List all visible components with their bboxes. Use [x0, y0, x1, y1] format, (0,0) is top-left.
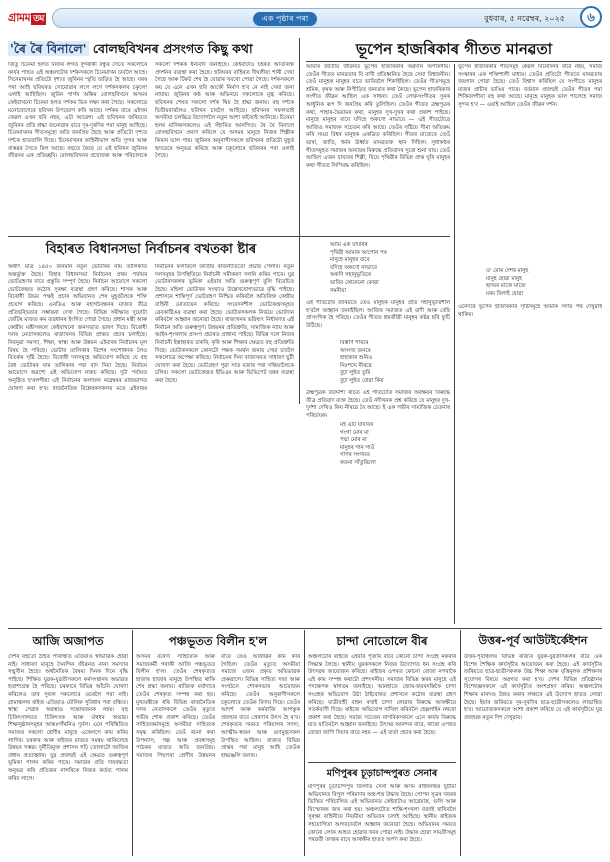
- article-5-body: অসমৰ বৰেণ্য সাহিত্যিক আৰু সমাজকৰ্মী গৰাকী আজি পঞ্চভূতত বিলীন হ'ল। তেওঁৰ শেষকৃত্যত হাজাৰ হাজাৰ মানুহে উপস্থিত থাকি শেষ শ্ৰদ্ধা জনায়। ৰাজ্যিক মৰ্যাদাৰে তেওঁৰ শেষকৃত্য সম্পন্ন কৰা হয়। মুখ্যমন্ত্ৰীকে ধৰি বিভিন্ন ৰাজনৈতিক দলৰ নেতাসকলে তেওঁৰ মৃত্যুত গভীৰ শোক প্ৰকাশ কৰিছে। তেওঁৰ সাহিত্যকৰ্মসমূহে অসমীয়া সাহিত্যক সমৃদ্ধ কৰিছিল। তেওঁ ৰচনা কৰা উপন্যাস, গল্প আৰু প্ৰবন্ধসমূহ পাঠকৰ মাজত অতি জনপ্ৰিয়। সমাজৰ পিছপৰা শ্ৰেণীৰ উন্নয়নৰ বাবে তেওঁ আজীৱন কাম কৰি গৈছিল। তেওঁৰ মৃত্যুত অসমীয়া সমাজে এজন প্ৰকৃত অভিভাৱক হেৰুৱালে। বিভিন্ন সাহিত্য সভা আৰু সংগঠনে শোকসভাৰ আয়োজন কৰিছে। তেওঁৰ অনুৰাগীসকলে চকুলোৰে তেওঁক বিদায় দিয়ে। তেওঁৰ আদৰ্শ আৰু কৰ্মৰাজি আগন্তুক প্ৰজন্মৰ বাবে প্ৰেৰণাৰ উৎস হৈ ৰ'ব। শেষকৃত্যৰ সময়ত পৰিয়ালৰ সদস্য, আত্মীয়-স্বজন আৰু গুণমুগ্ধসকল উপস্থিত আছিল। ৰাজ্যৰ বিভিন্ন প্ৰান্তৰ পৰা মানুহ আহি তেওঁক শ্ৰদ্ধাঞ্জলি জনায়।: [136, 654, 300, 759]
- article-2-body-5: এনেদৰে ভূপেন হাজৰিকাৰ সৃষ্টিসমূহে আমাক সদায় পথ দেখুৱাই থাকিব।: [458, 304, 602, 318]
- section-rule: [308, 762, 456, 763]
- column-divider: [304, 630, 305, 856]
- article-8-body: উত্তৰ-পূৰ্বাঞ্চলৰ বিভিন্ন ৰাজ্যৰ যুৱক-যুৱতীসকলৰ বাবে এক বিশেষ শৈক্ষিক কাৰ্যসূচীৰ আয়োজন কৰা হৈছে। এই কাৰ্যসূচীৰ জৰিয়তে ছাত্ৰ-ছাত্ৰীসকলক উচ্চ শিক্ষা আৰু বৃত্তিমূলক প্ৰশিক্ষণৰ সুযোগৰ বিষয়ে অৱগত কৰা হ'ব। দেশৰ বিভিন্ন প্ৰতিষ্ঠানৰ বিশেষজ্ঞসকলে এই কাৰ্যসূচীত অংশগ্ৰহণ কৰিব। অঞ্চলটোৰ শিক্ষাৰ মানদণ্ড উন্নত কৰাৰ লক্ষ্যৰে এই উদ্যোগ হাতত লোৱা হৈছে। ইয়াৰ জৰিয়তে দূৰ-দূৰণিৰ ছাত্ৰ-ছাত্ৰীসকলেও লাভান্বিত হ'ব। আয়োজকসকলে আশা প্ৰকাশ কৰিছে যে এই কাৰ্যসূচীয়ে যুৱ প্ৰজন্মক নতুন দিশ দেখুৱাব।: [464, 654, 602, 721]
- article-2-poem-3: মই এটি যাযাবৰ গংগা মোৰ মা পদ্মা মোৰ মা মানুহৰ গান গাওঁ সাগৰ সংগমত কতনা সাঁতুৰিলো: [340, 422, 376, 466]
- column-divider: [460, 630, 461, 856]
- article-1-headline-film: 'ৰৈ ৰৈ বিনালে': [10, 41, 87, 56]
- article-8-headline[interactable]: উত্তৰ-পূৰ্ব আউটইৰ্কেইশন: [478, 634, 588, 647]
- logo-text: গ্ৰামম: [8, 11, 31, 24]
- logo-box: তম: [33, 14, 44, 24]
- section-rule: [8, 628, 602, 629]
- article-1-headline-text: বোলছবিখনৰ প্ৰসংগত কিছু কথা: [92, 41, 253, 56]
- section-tag[interactable]: এক পৃষ্ঠাৰ পৰা: [253, 12, 317, 26]
- article-5-headline[interactable]: পঞ্চভূতত বিলীন হ'ল: [168, 634, 268, 648]
- article-1-headline[interactable]: [8, 40, 294, 58]
- column-divider: [299, 38, 300, 404]
- article-3-body: অৰ্থাৎ মাত্ৰ ১৪৫০ জনমান নতুন ভোটাৰৰ নাম তালিকাত অন্তৰ্ভুক্ত হৈছে। বিহাৰ বিধানসভা নিৰ্বাচনৰ প্ৰথম পৰ্যায়ৰ ভোটগ্ৰহণৰ বাবে প্ৰস্তুতি সম্পূৰ্ণ হৈছে। নিৰ্বাচন আয়োগে সকলো ভোটকেন্দ্ৰত কঠোৰ সুৰক্ষা ব্যৱস্থা গ্ৰহণ কৰিছে। শাসক আৰু বিৰোধী উভয় পক্ষই প্ৰচাৰ অভিযানত শেষ মুহূৰ্তলৈকে শক্তি প্ৰয়োগ কৰিছে। এনডিএ আৰু মহাগঠবন্ধনৰ মাজত তীব্ৰ প্ৰতিদ্বন্দ্বিতাৰ সম্ভাৱনা দেখা গৈছে। বিভিন্ন সমীক্ষাত দুয়োটা জোঁটৰ মাজত কম ব্যৱধানৰ ইংগিত পোৱা গৈছে। প্ৰধান মন্ত্ৰী আৰু কেন্দ্ৰীয় মন্ত্ৰীসকলে কেইবাখনো জনসভাত ভাষণ দিছে। বিৰোধী দলৰ নেতাসকলেও ৰাজ্যখনৰ বিভিন্ন প্ৰান্তত প্ৰচাৰ চলাইছে। নিবনুৱা সমস্যা, শিক্ষা, স্বাস্থ্য আৰু উন্নয়ন এইবাৰৰ নিৰ্বাচনৰ মূল বিষয় হৈ পৰিছে। ভোটাৰ তালিকাৰ বিশেষ সংশোধনক লৈও বিতৰ্কৰ সৃষ্টি হৈছে। বিৰোধী দলসমূহে অভিযোগ কৰিছে যে বহু বৈধ ভোটাৰৰ নাম তালিকাৰ পৰা বাদ দিয়া হৈছে। নিৰ্বাচন আয়োগে অৱশ্যে এই অভিযোগ নাকচ কৰিছে। দুটা পৰ্যায়ত অনুষ্ঠিত হ'বলগীয়া এই নিৰ্বাচনৰ ফলাফল নৱেম্বৰৰ মাজভাগত ঘোষণা কৰা হ'ব। ৰাজনৈতিক বিশ্লেষকসকলৰ মতে এইবাৰৰ নিৰ্বাচনৰ ফলাফলে জাতীয় ৰাজনীতিতো প্ৰভাৱ পেলাব। নতুন দলসমূহৰ উপস্থিতিয়ে নিৰ্বাচনী সমীকৰণ সলনি কৰিব পাৰে। যুৱ ভোটাৰসকলৰ ভূমিকা এইবাৰ অতি গুৰুত্বপূৰ্ণ বুলি বিবেচিত হৈছে। মহিলা ভোটাৰৰ সংখ্যাও উল্লেখযোগ্যভাৱে বৃদ্ধি পাইছে। প্ৰশাসনে শান্তিপূৰ্ণ ভোটগ্ৰহণ নিশ্চিত কৰিবলৈ অতিৰিক্ত কেন্দ্ৰীয় বাহিনী মোতায়েন কৰিছে। সংবেদনশীল ভোটকেন্দ্ৰসমূহত ৱেবকাষ্টিঙৰ ব্যৱস্থা কৰা হৈছে। ভোটাৰসকলক নিৰ্ভয়ে ভোটদান কৰিবলৈ আহ্বান জনোৱা হৈছে। ৰাজ্যখনৰ ভৱিষ্যৎ নিৰ্ধাৰণত এই নিৰ্বাচন অতি গুৰুত্বপূৰ্ণ। উন্নয়নৰ প্ৰতিশ্ৰুতি, সামাজিক ন্যায় আৰু আইন-শৃংখলাৰ প্ৰসংগ প্ৰচাৰত প্ৰাধান্য পাইছে। বিভিন্ন দলে নিজৰ নিৰ্বাচনী ইস্তাহাৰত চাকৰি, কৃষি আৰু শিক্ষাৰ ক্ষেত্ৰত বহু প্ৰতিশ্ৰুতি দিছে। ভোটাৰসকলে কোনটো পক্ষক সমৰ্থন জনায় সেয়া চাবলৈ সকলোৱে অপেক্ষা কৰিছে। নিৰ্বাচনৰ দিনা ৰাজ্যখনত সাধাৰণ ছুটী ঘোষণা কৰা হৈছে। ভোটগ্ৰহণ পুৱা সাত বজাৰ পৰা সন্ধিয়ালৈকে চলিব। সকলো ভোটকেন্দ্ৰত ইভিএম আৰু ভিভিপেট যন্ত্ৰৰ ব্যৱস্থা কৰা হৈছে।: [8, 264, 294, 392]
- article-2-body-4: ভূপেন হাজৰিকাৰ গীতসমূহ কেৱল বিনোদনৰ বাবে নহয়, সমাজ সংস্কাৰৰ এক শক্তিশালী মাধ্যম। তেওঁৰ প্ৰতিটো গীততে মানৱতাৰ জয়গান গোৱা হৈছে। তেওঁ বিশ্বাস কৰিছিল যে সংগীতে মানুহৰ মাজৰ প্ৰাচীৰ ভাঙিব পাৰে। বৰ্তমান প্ৰজন্মই তেওঁৰ গীতৰ পৰা শিকিবলগীয়া বহু কথা আছে। মানুহে মানুহক ভাল পালেহে সমাজ সুন্দৰ হ'ব — এয়াই আছিল তেওঁৰ জীৱন দৰ্শন।: [458, 64, 602, 108]
- article-6-body: অঞ্চলটোৰ ৰাইজে এইবাৰ পূজাৰ বাবে কোনো চান্দা সংগ্ৰহ নকৰাৰ সিদ্ধান্ত লৈছে। স্থানীয় যুৱকসকলে নিজৰ উদ্যোগত ধন সংগ্ৰহ কৰি উৎসৱৰ আয়োজন কৰিছে। ৰাইজৰ ওপৰত কোনো বোজা নপৰাকৈ এই কাম সম্পন্ন কৰাটো প্ৰশংসনীয়। সমাজৰ বিভিন্ন স্তৰৰ মানুহে এই পদক্ষেপক স্বাগতম জনাইছে। আনহাতে জোৰ-জবৰদস্তিকৈ চান্দা সংগ্ৰহৰ অভিযোগ উঠা ঠাইবোৰত প্ৰশাসনে কঠোৰ ব্যৱস্থা গ্ৰহণ কৰিছে। যাত্ৰীবাহী বাহন ৰখাই চান্দা লোৱাৰ বিৰুদ্ধে আৰক্ষীয়ে সতৰ্কবাণী দিছে। ৰাইজে অভিযোগ দাখিল কৰিবলৈ হেল্পলাইন নম্বৰো প্ৰকাশ কৰা হৈছে। সমাজ সচেতন নাগৰিকসকলে এনে কাৰ্যৰ বিৰুদ্ধে মাত মাতিবলৈ আহ্বান জনাইছে। উৎসৱ আনন্দৰ বাবে, কাৰো ওপৰত বোজা জাপি দিয়াৰ বাবে নহয় — এই বাৰ্তা প্ৰচাৰ কৰা হৈছে।: [308, 654, 456, 736]
- masthead: [8, 8, 602, 30]
- article-2-body: আমাৰ জাতীয় জীৱনত ভূপেন হাজৰিকাৰ অৱদান অপৰিসীম। তেওঁৰ গীতত মানৱতাৰ যি বাণী প্ৰতিধ্বনিত হৈছে সেয়া বিশ্বজনীন। তেওঁ মানুহক মানুহৰ বাবে ভাবিবলৈ শিকাইছিল। তেওঁৰ গীতসমূহে শ্ৰমিক, কৃষক আৰু নিপীড়িত জনতাৰ কথা কৈছে। ভূপেন হাজৰিকাৰ সংগীত জীৱন আছিল এক সাধনা। তেওঁ লোকসংগীতৰ সুৰক আধুনিক ৰূপ দি জনপ্ৰিয় কৰি তুলিছিল। তেওঁৰ গীতত ব্ৰহ্মপুত্ৰৰ কথা, পাহাৰ-ভৈয়ামৰ কথা, মানুহৰ সুখ-দুখৰ কথা প্ৰকাশ পাইছে। মানুহে মানুহৰ বাবে যদিহে অকণো নাভাবে — এই গীতটোৱে আজিও সমাজক সচেতন কৰি আছে। তেওঁৰ সৃষ্টিয়ে সীমা অতিক্ৰম কৰি সমগ্ৰ বিশ্বৰ মানুহক একত্ৰিত কৰিছিল। গীতৰ মাজেৰে তেওঁ ভাষা, জাতি, ধৰ্মৰ ঊৰ্ধ্বত মানৱতাক স্থান দিছিল। সুধাকণ্ঠৰ গীতসমূহত সমাজৰ অন্যায়ৰ বিৰুদ্ধে প্ৰতিবাদৰ সুৰো শুনা যায়। তেওঁ আছিল এজন যাযাবৰ শিল্পী, যিয়ে পৃথিৱীৰ বিভিন্ন প্ৰান্ত ঘূৰি মানুহৰ কথা গীতত লিপিবদ্ধ কৰিছিল।: [306, 64, 450, 169]
- article-2-poem-4: ও' মোৰ দেশৰ মানুহ মানুহ হোৱা মানুহ হৃদয়ৰ মাজে মাজে মৰম বিলাই যোৱা: [486, 268, 529, 297]
- article-2-poem-2: বিস্তীৰ্ণ পাৰৰে অসংখ্য জনৰে হাহাকাৰ শুনিও নিঃশব্দে নীৰৱে বুঢ়া লুইত তুমি বুঢ়া লুইত বোৱা কিয়: [340, 340, 384, 384]
- article-7-headline[interactable]: মণিপুৰৰ চূড়াচান্দপুৰত সেনাৰ: [326, 768, 438, 779]
- header-bar: [52, 8, 594, 28]
- article-6-headline[interactable]: চান্দা নোতোলে বীৰ: [336, 634, 428, 648]
- article-4-body: দেশৰ বহুতো ঠাইত পৰিস্থিতি এতিয়াও স্বাভাৱিক হোৱা নাই। সাধাৰণ মানুহে দৈনন্দিন জীৱনত নানা সমস্যাৰ সন্মুখীন হৈছে। অৰ্থনৈতিক বৈষম্য দিনক দিনে বৃদ্ধি পাইছে। শিক্ষিত যুৱক-যুৱতীসকলে কৰ্মসংস্থানৰ অভাৱত হতাশাগ্ৰস্ত হৈ পৰিছে। চৰকাৰে বিভিন্ন আঁচনি ঘোষণা কৰিলেও তাৰ সুফল সকলোৰে ওচৰলৈ পৰা নাই। গ্ৰামাঞ্চলৰ ৰাইজ এতিয়াও মৌলিক সুবিধাৰ পৰা বঞ্চিত। স্বাস্থ্য সেৱাৰ অৱস্থাও সন্তোষজনক নহয়। বহু চিকিৎসালয়ত চিকিৎসক আৰু ঔষধৰ অভাৱ। শিক্ষানুষ্ঠানসমূহৰ আন্তঃগাঁথনিও দুৰ্বল। এনে পৰিস্থিতিত সমাজৰ সকলো শ্ৰেণীৰ মানুহে একেলগে কাম কৰিব লাগিব। চৰকাৰ আৰু ৰাইজৰ মাজত সমন্বয় থাকিলেহে উন্নয়ন সম্ভৱ। দুৰ্নীতিমুক্ত প্ৰশাসন গঢ়ি তোলাটো আজিৰ প্ৰধান প্ৰত্যাহ্বান। যুৱ প্ৰজন্মই এই ক্ষেত্ৰত গুৰুত্বপূৰ্ণ ভূমিকা পালন কৰিব পাৰে। সমাজৰ প্ৰতি দায়বদ্ধতা অনুভৱ কৰি প্ৰতিজন নাগৰিকে নিজৰ কৰ্তব্য পালন কৰিব লাগে।: [8, 654, 128, 782]
- article-2-headline-rule: [306, 61, 602, 62]
- column-divider: [132, 630, 133, 856]
- article-2-poem-1: আমি এক যাযাবৰ পৃথিৱী আমাক আপোন পৰ মানুহে মানুহৰ বাবে যদিহে অকণো নাভাবে অকণি সহানুভূতিৰে ভাবিব কোনেনো কোৱা সমনীয়া: [330, 242, 387, 294]
- issue-date: বুধবাৰ, ৫ নৱেম্বৰ, ২০২৫: [484, 14, 565, 23]
- column-divider: [454, 64, 455, 624]
- article-2-body-2: এই গীতটোৰ জৰিয়তে তেওঁ মানুহক মানুহৰ প্ৰতি সহানুভূতিশীল হ'বলৈ আহ্বান জনাইছিল। আজিৰ সমাজত এই বাণী আৰু বেছি প্ৰাসংগিক হৈ পৰিছে। তেওঁৰ গীতত শ্ৰমজীৱী মানুহৰ কষ্টৰ ছবি ফুটি উঠিছে।: [306, 300, 450, 329]
- article-1-body: জিতু চিনেমা হলত নিজৰ লগত দুগৰাকী বন্ধুৰ সৈতে সকলোৰে কাৰ্যৰ পাছত এই অঞ্চলটোৰ দৰ্শকসকলে চিনেমাখন চাবলৈ আহে। সিনেমাখনৰ প্ৰতিটো দৃশ্যত জুবিনৰ স্মৃতি জড়িত হৈ আছে। ঘৰৰ পৰা আহি ছবিঘৰত সোমোৱাৰ লগে লগে দৰ্শকসকলৰ চকুলো ওলাই আহিছিল। জুবিন গাৰ্গৰ অন্তিম বোলছবিখনে অসমৰ কেইবাখনো চিনেমা হলত দৰ্শকৰ ভিৰ লক্ষ্য কৰা গৈছে। সকলোৱে মনোযোগেৰে ছবিখন উপভোগ কৰি আছে। দৰ্শকৰ বাবে এইখন কেৱল এখন ছবি নহয়, এটা আৱেগ। এই ছবিখনৰ জৰিয়তে জুবিনৰ প্ৰতি শ্ৰদ্ধা জনোৱাৰ বাবে দূৰ-দূৰণিৰ পৰা মানুহ আহিছে। চিনেমাখনৰ গীতসমূহো অতি জনপ্ৰিয় হৈছে আৰু প্ৰতিটো দৃশ্যত দৰ্শকে হাততালি দিছে। চিনেমাখনৰ কাহিনীভাগ অতি সুন্দৰ আৰু বাস্তৱৰ সৈতে মিল আছে। বহুতে কৈছে যে এই ছবিখন জুবিনৰ জীৱনৰ এক প্ৰতিচ্ছবি। বোলছবিখনৰ প্ৰযোজক আৰু পৰিচালকে সকলো দৰ্শকক ধন্যবাদ জনাইছে। কেইবাটাও চহৰত অতিৰিক্ত প্ৰদৰ্শনৰ ব্যৱস্থা কৰা হৈছে। ছবিঘৰৰ বাহিৰত দীঘলীয়া শাৰী দেখা গৈছে আৰু টিকট শেষ হৈ যোৱাৰ খবৰো পোৱা গৈছে। দৰ্শকসকলে কয় যে এনে এখন ছবি আকৌ নিৰ্মাণ হ'ব নে নাই সেয়া জনা নাযায়। জুবিনৰ কণ্ঠ আৰু অভিনয়ে সকলোকে মুগ্ধ কৰিছে। ছবিখনৰ শেষত সকলো দৰ্শক থিয় হৈ শ্ৰদ্ধা জনায়। বহু দৰ্শকে দ্বিতীয়বাৰলৈও ছবিখন চাবলৈ আহিছে। ছবিখনৰ সফলতাই অসমীয়া চলচ্চিত্ৰ উদ্যোগলৈ নতুন আশা কঢ়িয়াই আনিছে। চিনেমা হলৰ মালিকসকলেও এই সঁহাৰিত আনন্দিত। ৰৈ ৰৈ বিনালে বোলছবিখনে প্ৰমাণ কৰিলে যে অসমৰ মানুহে নিজৰ শিল্পীক কিমান ভাল পায়। জুবিনৰ অনুৰাগীসকলে ছবিখনৰ প্ৰতিটো মুহূৰ্ত হৃদয়েৰে অনুভৱ কৰিছে আৰু চকুলোৰে ছবিঘৰৰ পৰা ওলাই গৈছে।: [8, 62, 294, 160]
- section-rule: [8, 236, 450, 237]
- newspaper-logo[interactable]: [8, 8, 50, 28]
- article-7-body: মণিপুৰৰ চূড়াচান্দপুৰ জিলাত সেনা আৰু অসম ৰাইফলছৰ যুটীয়া অভিযানত বিপুল পৰিমাণৰ অস্ত্ৰ-শস্ত্ৰ উদ্ধাৰ হৈছে। গোপন সূত্ৰৰ খবৰৰ ভিত্তিত পৰিচালিত এই অভিযানত কেইবাটাও আগ্নেয়াস্ত্ৰ, গুলি আৰু বিস্ফোৰক জব্দ কৰা হয়। অঞ্চলটোত শান্তি-শৃংখলা বজাই ৰাখিবলৈ সুৰক্ষা বাহিনীয়ে নিয়মীয়া অভিযান চলাই আহিছে। স্থানীয় ৰাইজক সহযোগিতা আগবঢ়াবলৈ আহ্বান জনোৱা হৈছে। অভিযানৰ সময়ত কোনো লোক আহত হোৱাৰ খবৰ পোৱা নাই। উদ্ধাৰ হোৱা সামগ্ৰীসমূহ পৰৱৰ্তী তদন্তৰ বাবে আৰক্ষীৰ হাতত অৰ্পণ কৰা হৈছে।: [308, 784, 456, 844]
- page-number: ৬: [580, 6, 602, 28]
- article-4-headline[interactable]: আজি অজাপত: [32, 634, 104, 648]
- article-2-body-3: ব্ৰহ্মপুত্ৰক উদ্দেশ্যি ৰচিত এই গীতটোত সমাজৰ অবক্ষয়ৰ বিৰুদ্ধে তীব্ৰ প্ৰতিবাদ ব্যক্ত হৈছে। তেওঁ নদীখনক প্ৰশ্ন কৰিছে যে মানুহৰ দুখ-দুৰ্দশা দেখিও কিয় নীৰৱে বৈ আছে। ই এক গভীৰ সামাজিক চেতনাৰ পৰিচায়ক।: [306, 390, 450, 419]
- article-2-headline[interactable]: ভূপেন হাজৰিকাৰ গীতত মানৱতা: [355, 40, 553, 58]
- article-3-headline[interactable]: বিহাৰত বিধানসভা নিৰ্বাচনৰ বখতকা ষ্টাৰ: [45, 242, 257, 257]
